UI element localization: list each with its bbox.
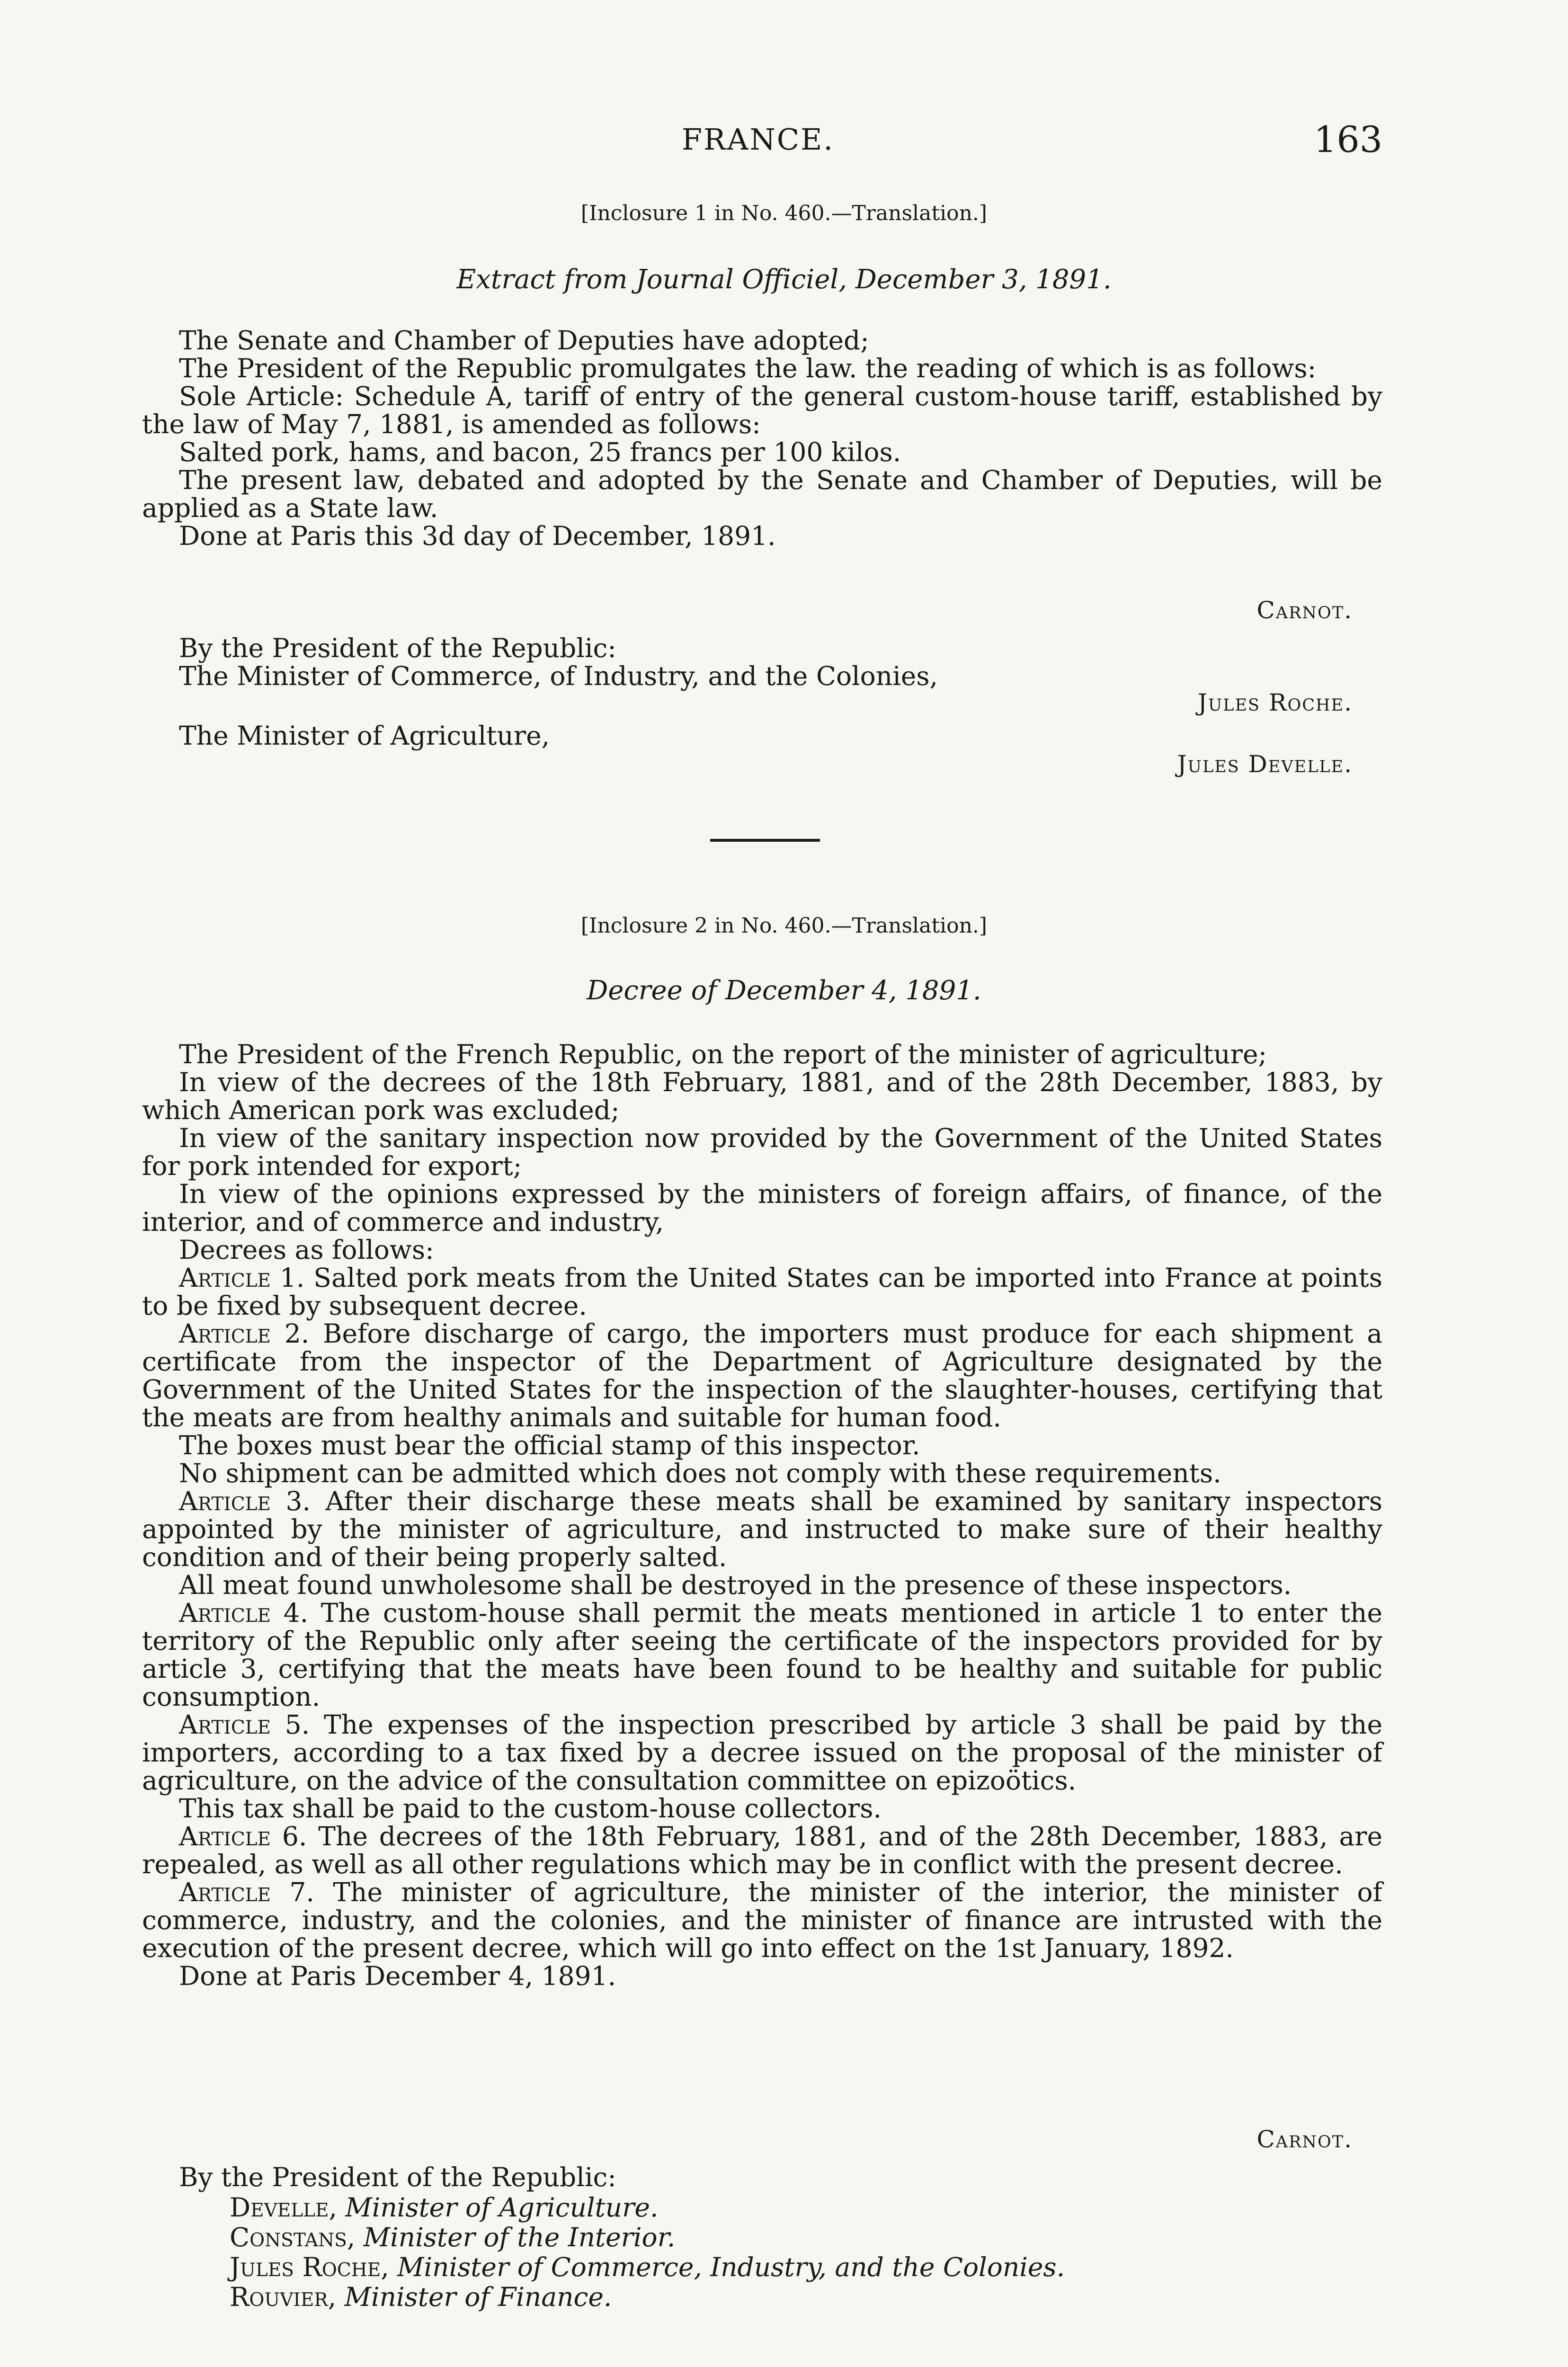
- paragraph: The present law, debated and adopted by the Senate and Chamber of Deputies, will be applied as a State law.: [142, 465, 1382, 523]
- inclosure-1-heading: Extract from Journal Officiel, December 3, 1891.: [456, 264, 1112, 295]
- decree-signature-carnot: Carnot.: [1256, 2126, 1353, 2153]
- article-1: Article 1. Salted pork meats from the United States can be imported into France at points to be fixed by subsequent decree.: [142, 1263, 1383, 1321]
- paragraph: In view of the decrees of the 18th February, 1881, and of the 28th December, 1883, by which American pork was excluded;: [142, 1067, 1382, 1125]
- page-number: 163: [1314, 118, 1383, 160]
- minister-line: Rouvier, Minister of Finance.: [230, 2282, 612, 2312]
- paragraph: All meat found unwholesome shall be destroyed in the presence of these inspectors.: [179, 1570, 1292, 1600]
- minister-line: Constans, Minister of the Interior.: [230, 2222, 676, 2252]
- ministers-list: [230, 2193, 1065, 2312]
- signature-carnot: Carnot.: [1256, 596, 1353, 624]
- by-president-line: By the President of the Republic:: [179, 633, 616, 663]
- decree-body: [142, 1041, 1382, 1990]
- paragraph: The President of the Republic promulgates the law. the reading of which is as follows:: [179, 353, 1317, 383]
- minister-line: Develle, Minister of Agriculture.: [230, 2192, 659, 2223]
- paragraph: The Senate and Chamber of Deputies have adopted;: [179, 325, 869, 356]
- inclosure-2-heading: Decree of December 4, 1891.: [587, 975, 981, 1006]
- paragraph: Decrees as follows:: [179, 1235, 434, 1265]
- inclosure-1-body: [142, 327, 1382, 550]
- article-5: Article 5. The expenses of the inspection prescribed by article 3 shall be paid by the importers, according to a tax fixed by a decree issued on the proposal of the minister of agriculture, on the advice of the consultation committee on epizoötics.: [142, 1709, 1382, 1796]
- minister-agriculture-line: The Minister of Agriculture,: [179, 721, 550, 751]
- section-divider: [710, 839, 820, 842]
- paragraph: The boxes must bear the official stamp of this inspector.: [179, 1430, 920, 1460]
- inclosure-2-label: [Inclosure 2 in No. 460.—Translation.]: [580, 914, 988, 938]
- paragraph: Done at Paris December 4, 1891.: [179, 1961, 616, 1991]
- article-3: Article 3. After their discharge these meats shall be examined by sanitary inspectors appointed by the minister of agriculture, and instructed to make sure of their healthy condition and of their being properly salted.: [142, 1486, 1382, 1572]
- paragraph: In view of the opinions expressed by the ministers of foreign affairs, of finance, of the interior, and of commerce and industry,: [142, 1179, 1382, 1237]
- article-2: Article 2. Before discharge of cargo, the importers must produce for each shipment a certificate from the inspector of the Department of Agriculture designated by the Government of the United States for the inspection of the slaughter-houses, certifying that the meats are from healthy animals and suitable for human food.: [142, 1318, 1382, 1433]
- paragraph: In view of the sanitary inspection now provided by the Government of the United States for pork intended for export;: [142, 1123, 1382, 1181]
- signature-jules-roche: Jules Roche.: [1197, 689, 1353, 716]
- paragraph: This tax shall be paid to the custom-house collectors.: [179, 1793, 882, 1824]
- inclosure-1-label: [Inclosure 1 in No. 460.—Translation.]: [580, 201, 988, 225]
- inclosure-1-attest: [142, 634, 1382, 690]
- article-6: Article 6. The decrees of the 18th February, 1881, and of the 28th December, 1883, are repealed, as well as all other regulations which may be in conflict with the present decree.: [142, 1821, 1383, 1879]
- article-7: Article 7. The minister of agriculture, the minister of the interior, the minister of commerce, industry, and the colonies, and the minister of finance are intrusted with the execution of the present decree, which will go into effect on the 1st January, 1892.: [142, 1877, 1382, 1963]
- paragraph: Sole Article: Schedule A, tariff of entry of the general custom-house tariff, established by the law of May 7, 1881, is amended as follows:: [142, 381, 1382, 439]
- paragraph: The President of the French Republic, on the report of the minister of agriculture;: [179, 1039, 1267, 1069]
- article-4: Article 4. The custom-house shall permit the meats mentioned in article 1 to enter the territory of the Republic only after seeing the certificate of the inspectors provided for by article 3, certifying that the meats have been found to be healthy and suitable for public consumption.: [142, 1598, 1382, 1712]
- minister-commerce-line: The Minister of Commerce, of Industry, and the Colonies,: [179, 661, 938, 691]
- running-header-title: FRANCE.: [682, 122, 835, 157]
- decree-by-president: By the President of the Republic:: [179, 2162, 616, 2192]
- signature-jules-develle: Jules Develle.: [1177, 750, 1353, 778]
- paragraph: Done at Paris this 3d day of December, 1891.: [179, 521, 776, 551]
- paragraph: Salted pork, hams, and bacon, 25 francs per 100 kilos.: [179, 437, 901, 467]
- paragraph: No shipment can be admitted which does not comply with these requirements.: [179, 1458, 1221, 1488]
- minister-line: Jules Roche, Minister of Commerce, Industry, and the Colonies.: [230, 2252, 1065, 2282]
